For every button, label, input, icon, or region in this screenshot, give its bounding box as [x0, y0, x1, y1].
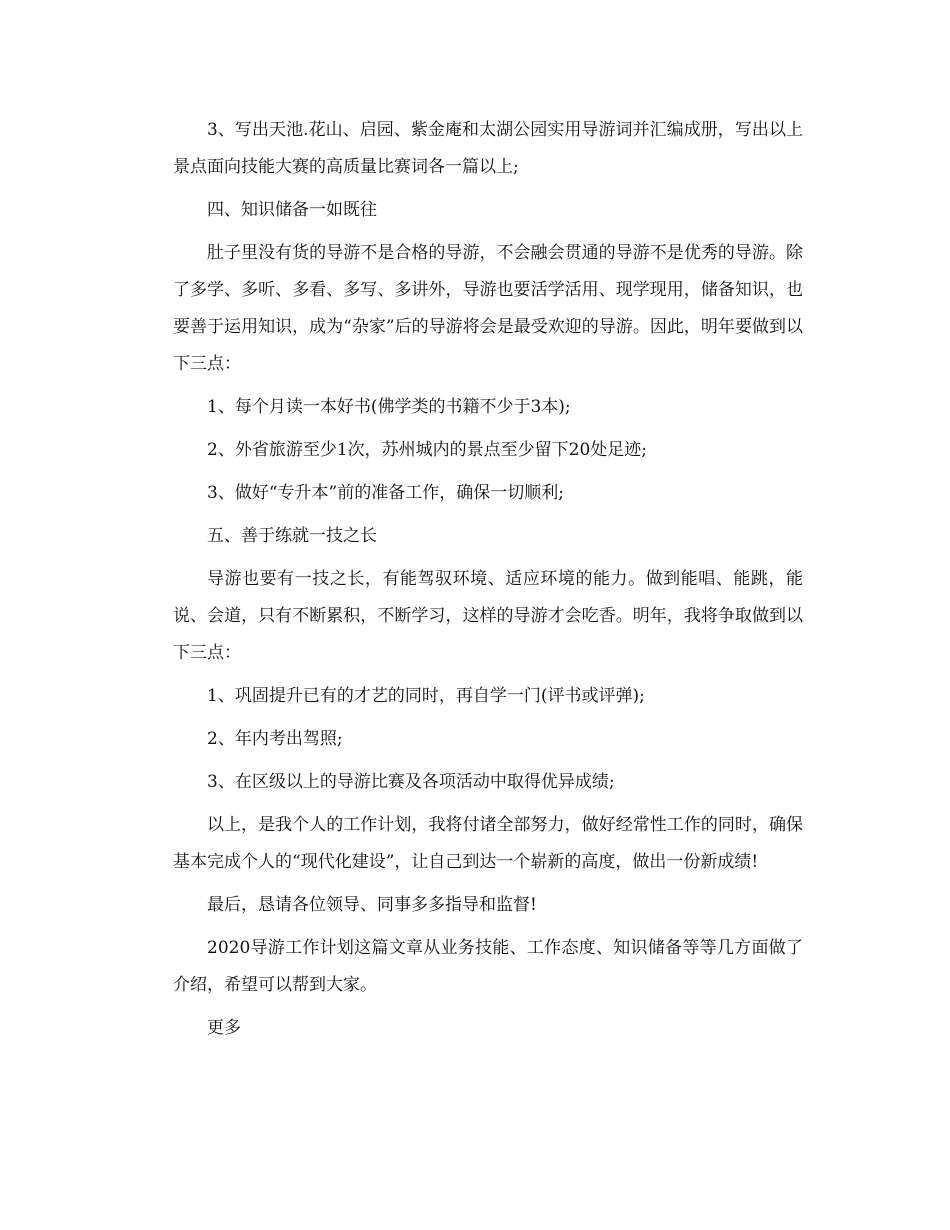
- paragraph-knowledge-item-3: 3、做好“专升本”前的准备工作，确保一切顺利;: [207, 483, 564, 503]
- heading-knowledge-reserve: 四、知识储备一如既往: [207, 200, 377, 220]
- document-body: [173, 112, 803, 1047]
- paragraph-knowledge-item-1: 1、每个月读一本好书(佛学类的书籍不少于3本);: [207, 397, 571, 417]
- paragraph-knowledge-intro: 肚子里没有货的导游不是合格的导游，不会融会贯通的导游不是优秀的导游。除了多学、多听、多看、多写、多讲外，导游也要活学活用、现学现用，储备知识，也要善于运用知识，成为“杂家”后的导游将会是最受欢迎的导游。因此，明年要做到以下三点：: [173, 243, 803, 374]
- paragraph-talent-item-1: 1、巩固提升已有的才艺的同时，再自学一门(评书或评弹);: [207, 686, 645, 706]
- paragraph-skill-intro: 导游也要有一技之长，有能驾驭环境、适应环境的能力。做到能唱、能跳，能说、会道，只有不断累积，不断学习，这样的导游才会吃香。明年，我将争取做到以下三点：: [173, 569, 803, 663]
- paragraph-talent-item-3: 3、在区级以上的导游比赛及各项活动中取得优异成绩;: [207, 772, 615, 792]
- paragraph-skill-item-3: 3、写出天池.花山、启园、紫金庵和太湖公园实用导游词并汇编成册，写出以上景点面向技能大赛的高质量比赛词各一篇以上;: [173, 120, 803, 177]
- more-text: 更多: [207, 1018, 241, 1038]
- paragraph-summary: 以上，是我个人的工作计划，我将付诸全部努力，做好经常性工作的同时，确保基本完成个人的“现代化建设”，让自己到达一个崭新的高度，做出一份新成绩!: [173, 815, 803, 872]
- heading-special-skill: 五、善于练就一技之长: [207, 526, 377, 546]
- paragraph-talent-item-2: 2、年内考出驾照;: [207, 729, 343, 749]
- paragraph-article-note: 2020导游工作计划这篇文章从业务技能、工作态度、知识储备等等几方面做了介绍，希望可以帮到大家。: [173, 938, 803, 995]
- paragraph-knowledge-item-2: 2、外省旅游至少1次，苏州城内的景点至少留下20处足迹;: [207, 440, 647, 460]
- paragraph-closing: 最后，恳请各位领导、同事多多指导和监督!: [207, 895, 537, 915]
